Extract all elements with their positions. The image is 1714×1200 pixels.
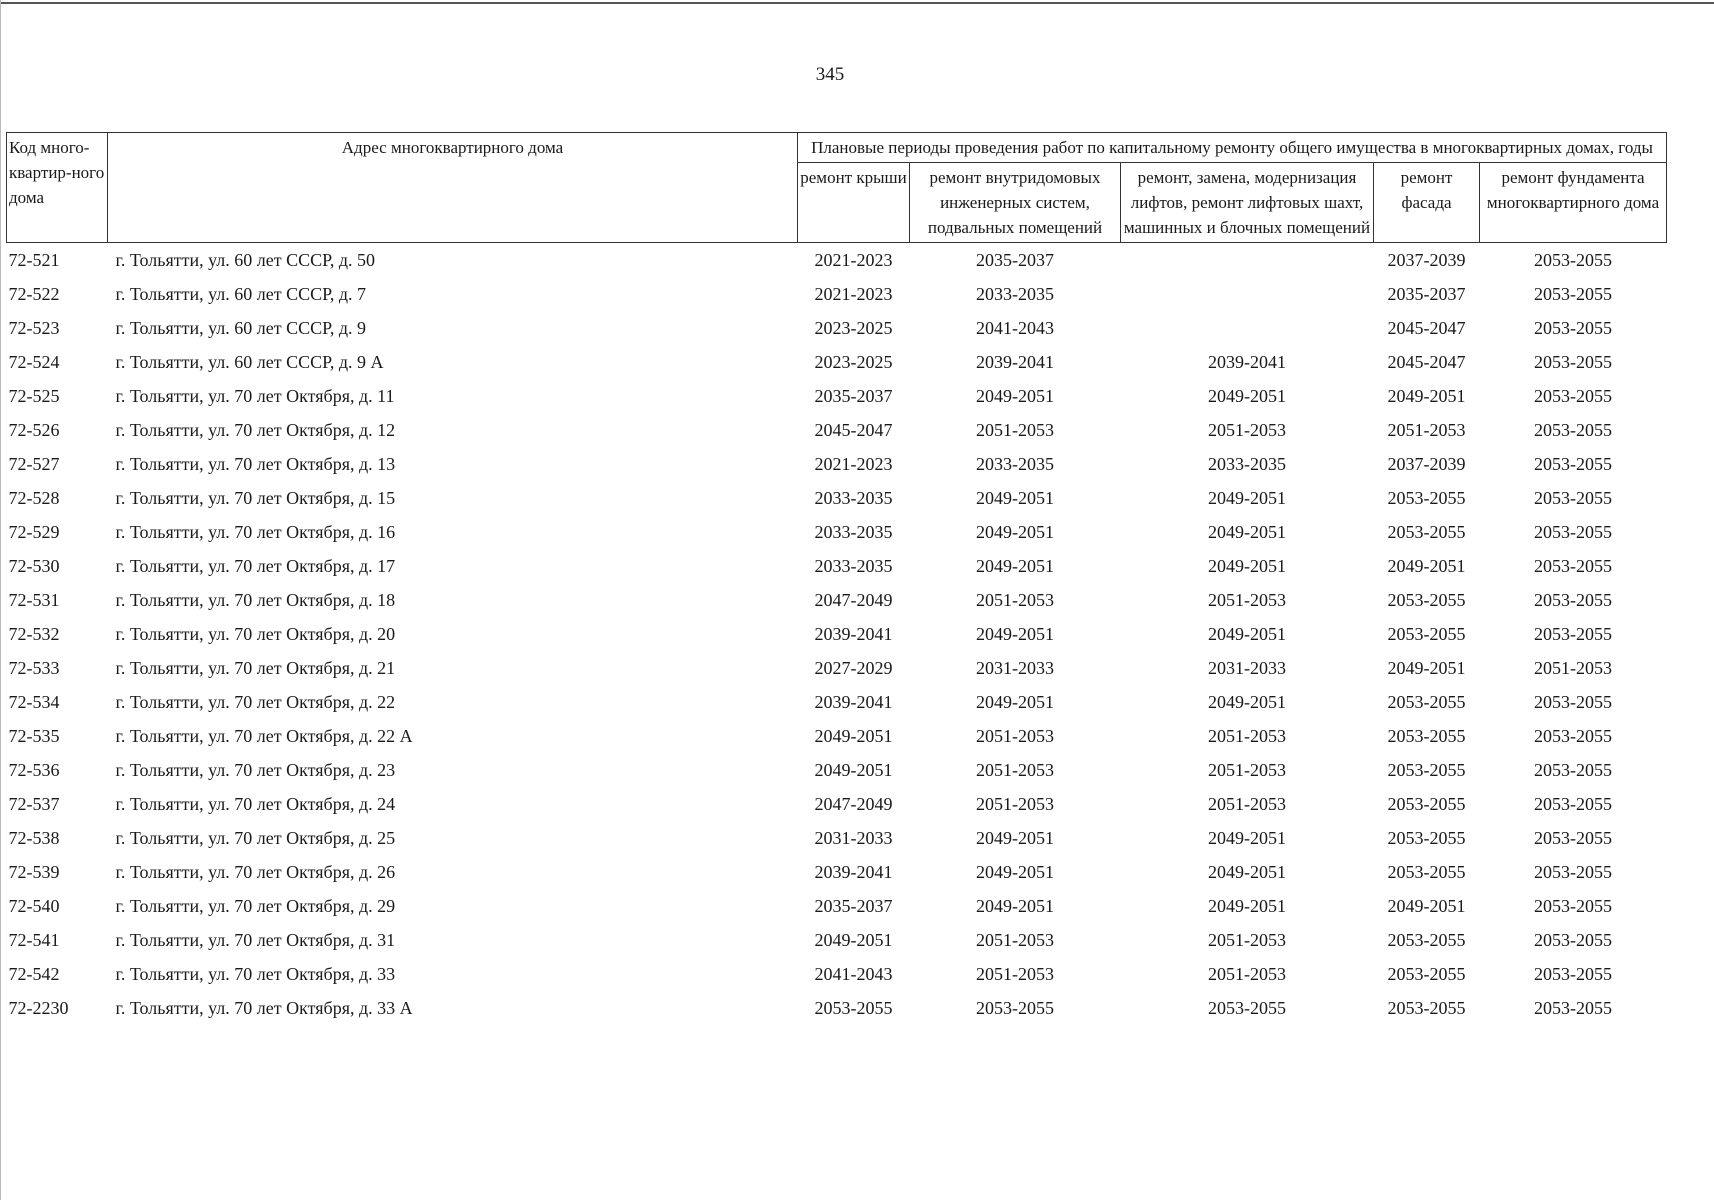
table-row: [7, 549, 1667, 583]
cell-elevators: 2053-2055: [1208, 998, 1286, 1018]
cell-address: г. Тольятти, ул. 70 лет Октября, д. 18: [115, 590, 396, 610]
cell-roof: 2021-2023: [814, 284, 893, 304]
table-row: [7, 753, 1667, 787]
header-roof: ремонт крыши: [798, 163, 910, 243]
cell-foundation: 2053-2055: [1534, 250, 1613, 270]
cell-facade: 2053-2055: [1387, 488, 1466, 508]
cell-engineering: 2051-2053: [976, 794, 1054, 814]
cell-facade: 2037-2039: [1387, 250, 1466, 270]
cell-roof: 2031-2033: [814, 828, 893, 848]
cell-address: г. Тольятти, ул. 70 лет Октября, д. 20: [115, 624, 396, 644]
cell-facade: 2053-2055: [1387, 624, 1466, 644]
cell-elevators: [1121, 243, 1374, 278]
cell-foundation: 2053-2055: [1534, 352, 1613, 372]
table-row: [7, 957, 1667, 991]
header-periods-group: Плановые периоды проведения работ по капитальному ремонту общего имущества в многоквартирных домах, годы: [798, 133, 1667, 163]
cell-code: 72-535: [8, 726, 60, 746]
cell-roof: 2049-2051: [814, 760, 893, 780]
cell-engineering: 2051-2053: [976, 760, 1054, 780]
cell-engineering: 2041-2043: [976, 318, 1054, 338]
cell-facade: 2053-2055: [1387, 760, 1466, 780]
cell-code: 72-542: [8, 964, 60, 984]
table-row: [7, 923, 1667, 957]
cell-elevators: 2051-2053: [1208, 420, 1286, 440]
cell-code: 72-529: [8, 522, 60, 542]
cell-foundation: 2053-2055: [1534, 590, 1613, 610]
table-row: [7, 583, 1667, 617]
cell-engineering: 2049-2051: [976, 556, 1054, 576]
cell-code: 72-530: [8, 556, 60, 576]
cell-facade: 2049-2051: [1387, 658, 1466, 678]
cell-engineering: 2049-2051: [976, 522, 1054, 542]
cell-engineering: 2033-2035: [976, 284, 1054, 304]
table-row: [7, 855, 1667, 889]
cell-foundation: 2053-2055: [1534, 862, 1613, 882]
cell-address: г. Тольятти, ул. 70 лет Октября, д. 29: [115, 896, 396, 916]
top-rule: [0, 2, 1714, 4]
cell-engineering: 2051-2053: [976, 964, 1054, 984]
cell-foundation: 2053-2055: [1534, 522, 1613, 542]
cell-roof: 2027-2029: [814, 658, 893, 678]
table-row: [7, 515, 1667, 549]
cell-roof: 2033-2035: [814, 522, 893, 542]
cell-engineering: 2049-2051: [976, 386, 1054, 406]
cell-code: 72-527: [8, 454, 60, 474]
cell-facade: 2049-2051: [1387, 556, 1466, 576]
cell-elevators: 2039-2041: [1208, 352, 1286, 372]
cell-elevators: 2051-2053: [1208, 794, 1286, 814]
cell-elevators: 2051-2053: [1208, 590, 1286, 610]
cell-roof: 2021-2023: [814, 250, 893, 270]
cell-code: 72-524: [8, 352, 60, 372]
table-row: [7, 413, 1667, 447]
cell-address: г. Тольятти, ул. 70 лет Октября, д. 33 А: [115, 998, 413, 1018]
cell-elevators: 2051-2053: [1208, 964, 1286, 984]
cell-address: г. Тольятти, ул. 60 лет СССР, д. 50: [115, 250, 376, 270]
cell-engineering: 2053-2055: [976, 998, 1054, 1018]
cell-address: г. Тольятти, ул. 70 лет Октября, д. 25: [115, 828, 396, 848]
cell-address: г. Тольятти, ул. 70 лет Октября, д. 31: [115, 930, 396, 950]
table-row: [7, 447, 1667, 481]
cell-foundation: 2051-2053: [1534, 658, 1613, 678]
header-foundation: ремонт фундамента многоквартирного дома: [1480, 163, 1667, 243]
cell-engineering: 2051-2053: [976, 930, 1054, 950]
table-row: [7, 243, 1667, 278]
cell-facade: 2049-2051: [1387, 896, 1466, 916]
cell-address: г. Тольятти, ул. 60 лет СССР, д. 9: [115, 318, 367, 338]
cell-code: 72-528: [8, 488, 60, 508]
cell-code: 72-534: [8, 692, 60, 712]
cell-code: 72-523: [8, 318, 60, 338]
cell-foundation: 2053-2055: [1534, 726, 1613, 746]
cell-foundation: 2053-2055: [1534, 318, 1613, 338]
header-elevators: ремонт, замена, модернизация лифтов, ремонт лифтовых шахт, машинных и блочных помещений: [1121, 163, 1374, 243]
table-row: [7, 345, 1667, 379]
cell-address: г. Тольятти, ул. 70 лет Октября, д. 21: [115, 658, 396, 678]
table-row: [7, 379, 1667, 413]
table-row: [7, 787, 1667, 821]
cell-engineering: 2049-2051: [976, 488, 1054, 508]
cell-roof: 2035-2037: [814, 896, 893, 916]
cell-elevators: 2049-2051: [1208, 828, 1286, 848]
cell-facade: 2053-2055: [1387, 828, 1466, 848]
cell-address: г. Тольятти, ул. 70 лет Октября, д. 24: [115, 794, 396, 814]
cell-foundation: 2053-2055: [1534, 284, 1613, 304]
cell-address: г. Тольятти, ул. 70 лет Октября, д. 23: [115, 760, 396, 780]
cell-elevators: 2049-2051: [1208, 386, 1286, 406]
cell-engineering: 2049-2051: [976, 896, 1054, 916]
table-row: [7, 651, 1667, 685]
cell-address: г. Тольятти, ул. 60 лет СССР, д. 7: [115, 284, 367, 304]
cell-foundation: 2053-2055: [1534, 624, 1613, 644]
cell-roof: 2047-2049: [814, 590, 893, 610]
cell-address: г. Тольятти, ул. 70 лет Октября, д. 11: [115, 386, 395, 406]
cell-code: 72-531: [8, 590, 60, 610]
cell-roof: 2049-2051: [814, 726, 893, 746]
cell-code: 72-541: [8, 930, 60, 950]
cell-elevators: 2031-2033: [1208, 658, 1286, 678]
table-row: [7, 685, 1667, 719]
cell-code: 72-536: [8, 760, 60, 780]
cell-engineering: 2049-2051: [976, 828, 1054, 848]
header-engineering: ремонт внутридомовых инженерных систем, подвальных помещений: [910, 163, 1121, 243]
cell-foundation: 2053-2055: [1534, 964, 1613, 984]
cell-address: г. Тольятти, ул. 70 лет Октября, д. 26: [115, 862, 396, 882]
cell-facade: 2051-2053: [1387, 420, 1466, 440]
table-row: [7, 277, 1667, 311]
cell-engineering: 2031-2033: [976, 658, 1054, 678]
cell-facade: 2053-2055: [1387, 726, 1466, 746]
cell-roof: 2033-2035: [814, 556, 893, 576]
cell-elevators: 2049-2051: [1208, 862, 1286, 882]
cell-code: 72-526: [8, 420, 60, 440]
cell-roof: 2021-2023: [814, 454, 893, 474]
cell-code: 72-538: [8, 828, 60, 848]
cell-roof: 2023-2025: [814, 318, 893, 338]
cell-roof: 2023-2025: [814, 352, 893, 372]
cell-engineering: 2033-2035: [976, 454, 1054, 474]
cell-foundation: 2053-2055: [1534, 386, 1613, 406]
cell-engineering: 2039-2041: [976, 352, 1054, 372]
cell-roof: 2045-2047: [814, 420, 893, 440]
cell-foundation: 2053-2055: [1534, 896, 1613, 916]
cell-code: 72-533: [8, 658, 60, 678]
cell-engineering: 2049-2051: [976, 624, 1054, 644]
table-body: [7, 243, 1667, 1026]
cell-facade: 2037-2039: [1387, 454, 1466, 474]
left-margin-rule: [0, 0, 1, 1200]
cell-foundation: 2053-2055: [1534, 828, 1613, 848]
header-address: Адрес многоквартирного дома: [108, 133, 798, 243]
repair-schedule-table: [6, 132, 1667, 1025]
cell-foundation: 2053-2055: [1534, 420, 1613, 440]
cell-facade: 2053-2055: [1387, 998, 1466, 1018]
cell-elevators: 2049-2051: [1208, 624, 1286, 644]
cell-foundation: 2053-2055: [1534, 998, 1613, 1018]
cell-address: г. Тольятти, ул. 70 лет Октября, д. 17: [115, 556, 396, 576]
cell-address: г. Тольятти, ул. 70 лет Октября, д. 15: [115, 488, 396, 508]
cell-code: 72-525: [8, 386, 60, 406]
header-facade: ремонт фасада: [1374, 163, 1480, 243]
cell-elevators: 2049-2051: [1208, 556, 1286, 576]
cell-roof: 2053-2055: [814, 998, 893, 1018]
table-row: [7, 311, 1667, 345]
cell-facade: 2053-2055: [1387, 794, 1466, 814]
cell-roof: 2035-2037: [814, 386, 893, 406]
table-row: [7, 821, 1667, 855]
cell-address: г. Тольятти, ул. 70 лет Октября, д. 22 А: [115, 726, 413, 746]
cell-elevators: 2049-2051: [1208, 522, 1286, 542]
cell-address: г. Тольятти, ул. 70 лет Октября, д. 33: [115, 964, 396, 984]
cell-facade: 2053-2055: [1387, 862, 1466, 882]
cell-foundation: 2053-2055: [1534, 794, 1613, 814]
cell-foundation: 2053-2055: [1534, 930, 1613, 950]
cell-roof: 2047-2049: [814, 794, 893, 814]
cell-facade: 2035-2037: [1387, 284, 1466, 304]
cell-engineering: 2035-2037: [976, 250, 1054, 270]
capital-repair-table: [6, 132, 1666, 1025]
table-row: [7, 617, 1667, 651]
cell-elevators: 2049-2051: [1208, 896, 1286, 916]
table-row: [7, 481, 1667, 515]
cell-elevators: [1121, 277, 1374, 311]
cell-engineering: 2051-2053: [976, 420, 1054, 440]
cell-roof: 2039-2041: [814, 624, 893, 644]
cell-roof: 2039-2041: [814, 862, 893, 882]
table-row: [7, 889, 1667, 923]
cell-address: г. Тольятти, ул. 60 лет СССР, д. 9 А: [115, 352, 384, 372]
cell-facade: 2053-2055: [1387, 522, 1466, 542]
cell-facade: 2053-2055: [1387, 590, 1466, 610]
cell-elevators: 2049-2051: [1208, 692, 1286, 712]
table-header: [7, 133, 1667, 243]
cell-facade: 2045-2047: [1387, 352, 1466, 372]
page-number: 345: [815, 64, 845, 85]
cell-foundation: 2053-2055: [1534, 454, 1613, 474]
cell-facade: 2045-2047: [1387, 318, 1466, 338]
cell-facade: 2053-2055: [1387, 692, 1466, 712]
cell-roof: 2041-2043: [814, 964, 893, 984]
cell-facade: 2049-2051: [1387, 386, 1466, 406]
cell-code: 72-532: [8, 624, 60, 644]
cell-code: 72-522: [8, 284, 60, 304]
cell-roof: 2039-2041: [814, 692, 893, 712]
cell-foundation: 2053-2055: [1534, 556, 1613, 576]
cell-code: 72-2230: [8, 998, 69, 1018]
cell-code: 72-540: [8, 896, 60, 916]
cell-address: г. Тольятти, ул. 70 лет Октября, д. 16: [115, 522, 396, 542]
cell-elevators: 2049-2051: [1208, 488, 1286, 508]
cell-roof: 2049-2051: [814, 930, 893, 950]
table-row: [7, 719, 1667, 753]
cell-elevators: 2051-2053: [1208, 760, 1286, 780]
cell-engineering: 2051-2053: [976, 726, 1054, 746]
cell-address: г. Тольятти, ул. 70 лет Октября, д. 13: [115, 454, 396, 474]
cell-address: г. Тольятти, ул. 70 лет Октября, д. 12: [115, 420, 396, 440]
cell-facade: 2053-2055: [1387, 964, 1466, 984]
cell-foundation: 2053-2055: [1534, 760, 1613, 780]
cell-engineering: 2049-2051: [976, 862, 1054, 882]
cell-code: 72-521: [8, 250, 60, 270]
cell-code: 72-539: [8, 862, 60, 882]
cell-facade: 2053-2055: [1387, 930, 1466, 950]
cell-elevators: 2051-2053: [1208, 930, 1286, 950]
cell-elevators: [1121, 311, 1374, 345]
cell-elevators: 2033-2035: [1208, 454, 1286, 474]
cell-code: 72-537: [8, 794, 60, 814]
cell-foundation: 2053-2055: [1534, 692, 1613, 712]
cell-engineering: 2051-2053: [976, 590, 1054, 610]
table-row: [7, 991, 1667, 1025]
cell-roof: 2033-2035: [814, 488, 893, 508]
cell-engineering: 2049-2051: [976, 692, 1054, 712]
cell-address: г. Тольятти, ул. 70 лет Октября, д. 22: [115, 692, 396, 712]
cell-foundation: 2053-2055: [1534, 488, 1613, 508]
cell-elevators: 2051-2053: [1208, 726, 1286, 746]
header-code: Код много-квартир-ного дома: [7, 133, 108, 243]
